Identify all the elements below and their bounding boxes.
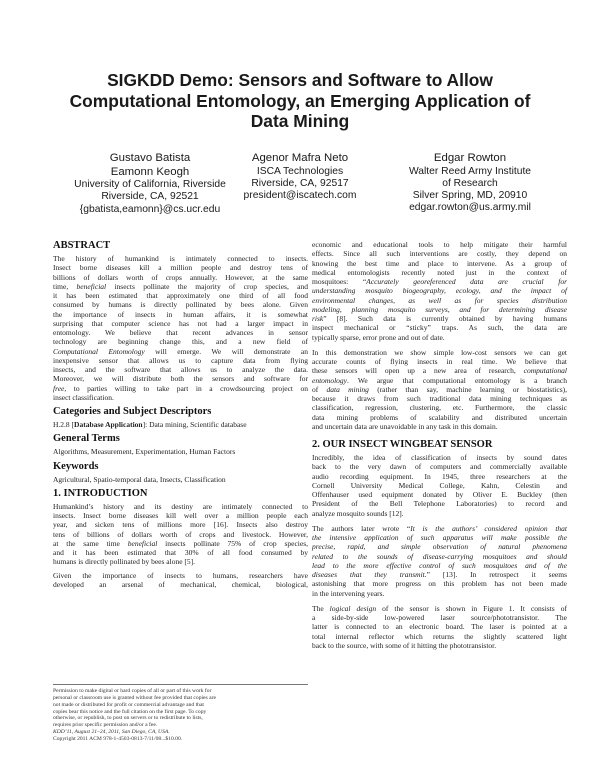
text-line: modeling, planning mosquito surveys, and for determining disease [312, 304, 567, 314]
text-line: precise, rapid, and simple observation of natural phenomena [312, 542, 567, 552]
footnote-line: Permission to make digital or hard copies of all or part of this work for [53, 688, 212, 694]
text-line: time, beneficial insects pollinate the majority of crop species, and [53, 281, 308, 291]
text-line: knowing the best time and place to intervene. As a group of [312, 258, 567, 268]
title-line: SIGKDD Demo: Sensors and Software to Allow [107, 70, 493, 90]
text-line: technology are beginning change this, and a new field of [53, 337, 308, 347]
author-affiliation: of Research [442, 177, 498, 189]
footnote-rule [53, 684, 308, 685]
author-name: Agenor Mafra Neto [251, 152, 349, 164]
author-affiliation: Riverside, CA, 92517 [251, 177, 349, 189]
text-line: latter is connected to an electronic board. The laser is pointed at a [312, 622, 567, 632]
text-line: medical entomologists recently noted just in the context of [312, 267, 567, 277]
text-line: inspect mechanical or “sticky” traps. As such, the data are [312, 323, 567, 333]
text-line: risk” [8]. Such data is currently obtained by having humans [312, 314, 567, 323]
author-affiliation: Walter Reed Army Institute [408, 165, 532, 177]
text-line: entomology. We argue that computational entomology is a branch [312, 375, 567, 385]
text-line: surprising that computer science has not had a larger impact in [53, 318, 308, 328]
paper-title [40, 70, 560, 132]
text-line: data mining problems of scalability and distributed uncertain [312, 412, 567, 422]
body-paragraph [312, 240, 567, 342]
introduction-heading: 1. INTRODUCTION [53, 487, 148, 499]
text-line: and it has been estimated that 30% of all food consumed by [53, 548, 308, 557]
text-line: The history of humankind is intimately connected to insects. [53, 254, 308, 263]
text-line: diseases that they transmit.” [13]. In retrospect it seems [312, 570, 567, 579]
footnote-line: KDD’11, August 21–24, 2011, San Diego, CA, USA. [53, 729, 170, 736]
author-affiliation: Silver Spring, MD, 20910 [412, 190, 528, 202]
categories-code: H.2.8 [ [53, 420, 75, 429]
text-line: developed an arsenal of mechanical, chemical, biological, [53, 579, 308, 589]
title-line: Data Mining [250, 111, 350, 131]
footnote-line: personal or classroom use is granted without fee provided that copies are [53, 694, 216, 701]
footnote-line: otherwise, or republish, to post on servers or to redistribute to lists, [53, 715, 203, 722]
text-line: Cornell University Medical College, Kahn, Celestin and [312, 480, 567, 490]
body-paragraph [312, 453, 567, 518]
text-line: Given the importance of insects to humans, researchers have [53, 570, 308, 580]
categories-rest: ]: Data mining, Scientific database [142, 420, 247, 429]
author-affiliation: University of California, Riverside [74, 179, 226, 190]
text-line: lead to the more effective control of such mosquitoes and of the [312, 560, 567, 570]
text-line: analyze mosquito sounds [12]. [312, 508, 404, 518]
text-line: insects, and the software that allows us to analyze the data. [53, 365, 308, 374]
footnote-line: copies bear this notice and the full citation on the first page. To copy [53, 708, 207, 715]
body-paragraph [312, 604, 567, 650]
text-line: understanding mosquito biogeography, ecology, and the impact of [312, 286, 567, 296]
author-name: Edgar Rowton [433, 152, 507, 164]
text-line: typically sparse, error prone and out of date. [312, 332, 445, 342]
text-line: Moreover, we will distribute both the sensors and software for [53, 374, 308, 384]
text-line: the importance of insects in human affairs, it is somewhat [53, 309, 308, 319]
footnote-line: requires prior specific permission and/or a fee. [53, 722, 158, 729]
title-line: Computational Entomology, an Emerging Application of [69, 90, 531, 111]
text-line: Offenhauser used equipment donated by Oliver E. Buckley (then [312, 490, 567, 499]
section-2-heading: 2. OUR INSECT WINGBEAT SENSOR [312, 439, 493, 450]
right-column [312, 240, 567, 654]
text-line: insects. Insect borne diseases kill well over a million people each [53, 511, 308, 520]
text-line: Insect borne diseases kill a million people and destroy tens of [53, 263, 308, 273]
text-line: humans is directly pollinated by bees alone [5]. [53, 557, 196, 567]
categories-bold: Database Application [74, 420, 143, 429]
text-line: tens of billions of dollars worth of crops and livestock. However, [53, 529, 308, 539]
text-line: related to the sounds of disease-carrying mosquitoes and should [312, 551, 567, 561]
introduction-paragraph [53, 571, 308, 590]
text-line: entomology. We believe that recent advances in sensor [53, 328, 308, 337]
left-column [53, 240, 308, 593]
text-line: the intensive application of such apparatus will make possible the [312, 533, 567, 542]
text-line: total internal reflector which returns the slightly scattered light [312, 631, 567, 641]
text-line: insect classification. [53, 392, 114, 402]
text-line: mosquitoes: “Accurately georeferenced data are crucial for [312, 277, 567, 286]
text-line: Computational Entomology will emerge. We will demonstrate an [53, 346, 309, 356]
text-line: Incredibly, the idea of classification of insects by sound dates [312, 453, 567, 462]
copyright-footnote [53, 688, 308, 743]
text-line: Humankind’s history and its destiny are intimately connected to [53, 501, 308, 511]
text-line: back to the source, with some of it hitting the phototransistor. [312, 640, 497, 650]
author-affiliation: ISCA Technologies [256, 165, 344, 177]
text-line: free, to parties willing to take part in a crowdsourcing project on [53, 383, 308, 393]
categories-heading: Categories and Subject Descriptors [53, 406, 212, 417]
text-line: back to the very dawn of computers and commercially available [312, 462, 567, 472]
text-line: In this demonstration we show simple low-cost sensors we can get [312, 347, 567, 357]
author-email: {gbatista,eamonn}@cs.ucr.edu [79, 203, 221, 215]
text-line: of data mining (rather than say, machine learning or biostatistics), [312, 384, 568, 394]
body-paragraph [312, 524, 567, 598]
text-line: year, and sicken tens of millions more [16]. Insects also destroy [53, 520, 308, 530]
author-email: president@iscatech.com [243, 190, 357, 202]
text-line: President of the Bell Telephone Laboratories) to record and [312, 499, 567, 509]
author-affiliation: Riverside, CA, 92521 [101, 191, 199, 203]
text-line: audio recording equipment. In 1945, three researchers at the [312, 471, 567, 481]
text-line: it has been estimated that approximately one third of all food [53, 291, 308, 300]
text-line: environmental changes, as well as for species distribution [312, 295, 567, 305]
text-line: economic and educational tools to help mitigate their harmful [312, 240, 567, 249]
text-line: these sensors will open up a new area of research, computational [312, 366, 567, 376]
author-block-3 [385, 152, 555, 215]
text-line: in the intervening years. [312, 588, 385, 598]
text-line: effects. Since all such interventions are costly, they depend on [312, 249, 567, 259]
introduction-paragraph [53, 502, 308, 567]
author-name: Eamonn Keogh [110, 165, 190, 178]
text-line: inexpensive sensor that allows us to capture data from flying [53, 355, 308, 365]
text-line: a side-by-side low-powered laser source/phototransistor. The [312, 613, 567, 622]
text-line: astonishing that more progress on this problem has not been made [312, 579, 567, 589]
categories-text [53, 420, 308, 429]
author-block-1 [55, 152, 245, 216]
text-line: consumed by humans is directly pollinated by bees alone. Given [53, 300, 308, 310]
abstract-heading: ABSTRACT [53, 240, 111, 251]
text-line: accurate counts of flying insects in real time. We believe that [312, 357, 567, 366]
keywords-text: Agricultural, Spatio-temporal data, Insects, Classification [53, 474, 226, 484]
footnote-line: Copyright 2011 ACM 978-1-4503-0813-7/11/08...$10.00. [53, 735, 183, 742]
keywords-heading: Keywords [53, 460, 99, 472]
text-line: classification, regression, clustering, etc. Furthermore, the classic [312, 403, 567, 413]
text-line: at the same time beneficial insects pollinate 75% of crop species, [53, 538, 308, 548]
body-paragraph [312, 348, 567, 431]
text-line: and uncertain data are unavoidable in any task in this domain. [312, 421, 498, 431]
text-line: The authors later wrote “It is the authors’ considered opinion that [312, 523, 567, 533]
abstract-text [53, 254, 308, 402]
text-line: The logical design of the sensor is shown in Figure 1. It consists of [312, 603, 567, 613]
text-line: because it draws from such traditional data mining techniques as [312, 394, 567, 403]
text-line: billions of dollars worth of crops annually. However, at the same [53, 272, 308, 282]
author-block-2 [225, 152, 375, 202]
general-terms-text: Algorithms, Measurement, Experimentation, Human Factors [53, 447, 236, 457]
author-name: Gustavo Batista [109, 152, 191, 164]
author-email: edgar.rowton@us.army.mil [409, 202, 531, 214]
general-terms-heading: General Terms [53, 433, 120, 445]
footnote-line: not made or distributed for profit or commercial advantage and that [53, 701, 204, 708]
